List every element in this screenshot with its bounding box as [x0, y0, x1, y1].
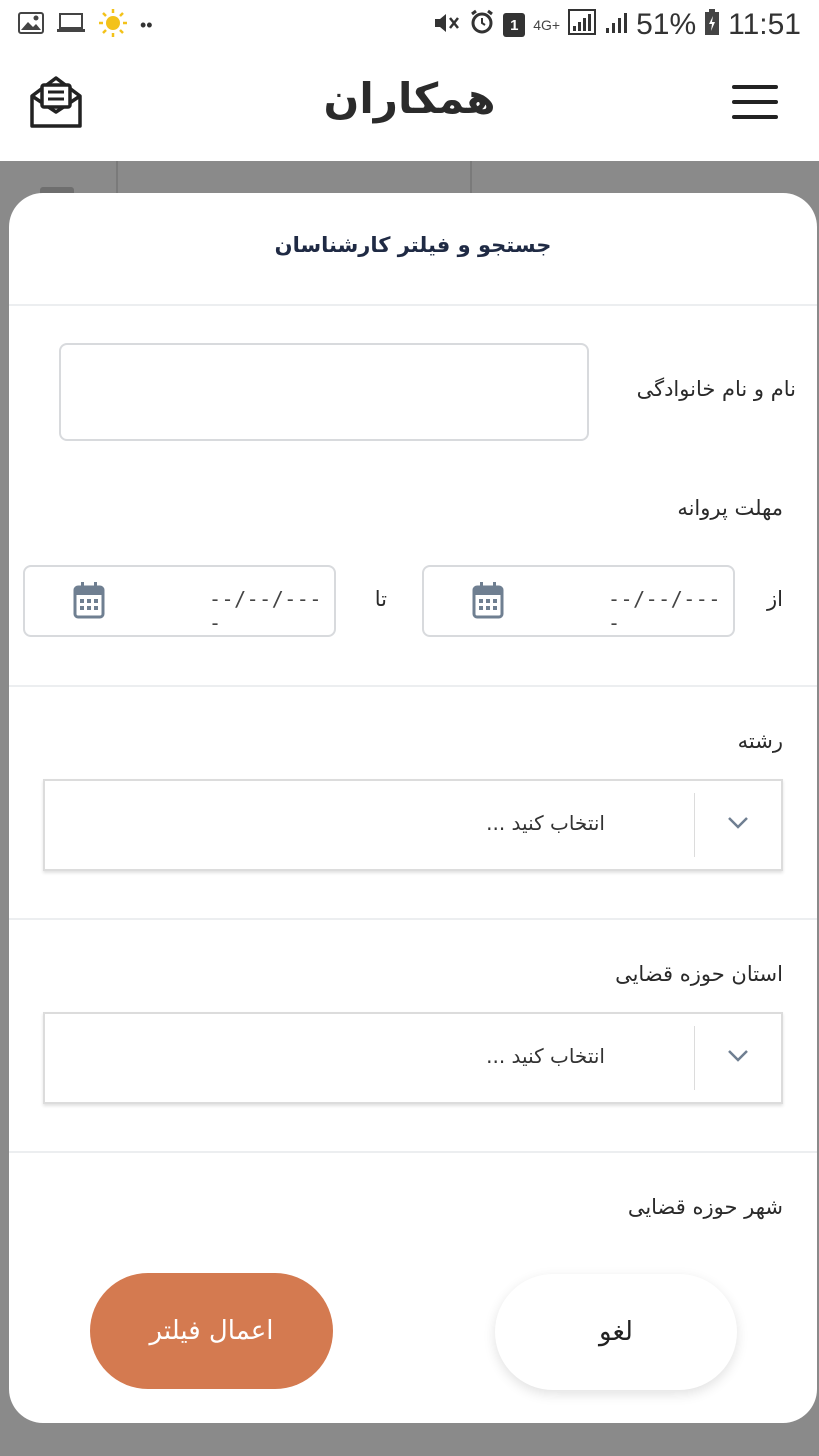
signal-icon — [568, 9, 596, 42]
calendar-icon[interactable] — [73, 581, 105, 619]
laptop-icon — [56, 12, 86, 38]
name-input[interactable] — [59, 343, 589, 441]
select-separator — [694, 793, 695, 857]
page-title: همکاران — [323, 74, 496, 123]
select-separator — [694, 1026, 695, 1090]
gallery-icon — [18, 12, 44, 38]
hamburger-menu-icon[interactable] — [725, 72, 785, 132]
date-from-input[interactable] — [422, 565, 735, 637]
battery-charging-icon — [704, 8, 720, 43]
chevron-down-icon — [727, 1048, 749, 1062]
sim-slot-icon — [503, 13, 525, 37]
calendar-icon[interactable] — [472, 581, 504, 619]
status-bar-right — [433, 8, 801, 43]
chevron-down-icon — [727, 815, 749, 829]
apply-filter-button[interactable]: اعمال فیلتر — [90, 1273, 333, 1389]
cancel-button[interactable]: لغو — [495, 1274, 737, 1390]
field-select[interactable] — [43, 779, 783, 871]
sun-icon — [98, 8, 128, 42]
province-select-placeholder: انتخاب کنید ... — [486, 1044, 605, 1068]
network-type: 4G+ — [533, 17, 561, 33]
field-select-placeholder: انتخاب کنید ... — [486, 811, 605, 835]
date-to-input[interactable] — [23, 565, 336, 637]
to-label: تا — [374, 587, 387, 611]
date-from-value: --/--/---- — [608, 587, 721, 635]
sim-slot-number: 1 — [510, 16, 519, 34]
app-bar — [0, 50, 819, 161]
filter-sheet — [9, 193, 817, 1423]
sheet-title: جستجو و فیلتر کارشناسان — [274, 233, 552, 257]
field-label: رشته — [737, 729, 783, 753]
from-label: از — [767, 587, 783, 611]
city-label: شهر حوزه قضایی — [627, 1195, 783, 1219]
date-to-value: --/--/---- — [209, 587, 322, 635]
name-label: نام و نام خانوادگی — [636, 377, 796, 401]
divider — [9, 304, 817, 306]
license-deadline-label: مهلت پروانه — [677, 496, 783, 520]
status-bar — [0, 0, 819, 50]
alarm-icon — [469, 9, 495, 42]
divider — [9, 685, 817, 687]
signal-bars-icon — [604, 9, 628, 42]
province-label: استان حوزه قضایی — [615, 962, 783, 986]
status-bar-left — [18, 8, 153, 42]
battery-percent: 51% — [636, 8, 697, 41]
mute-icon — [433, 9, 461, 42]
clock: 11:51 — [728, 8, 801, 41]
divider — [9, 1151, 817, 1153]
notification-dots: •• — [140, 14, 153, 35]
province-select[interactable] — [43, 1012, 783, 1104]
divider — [9, 918, 817, 920]
